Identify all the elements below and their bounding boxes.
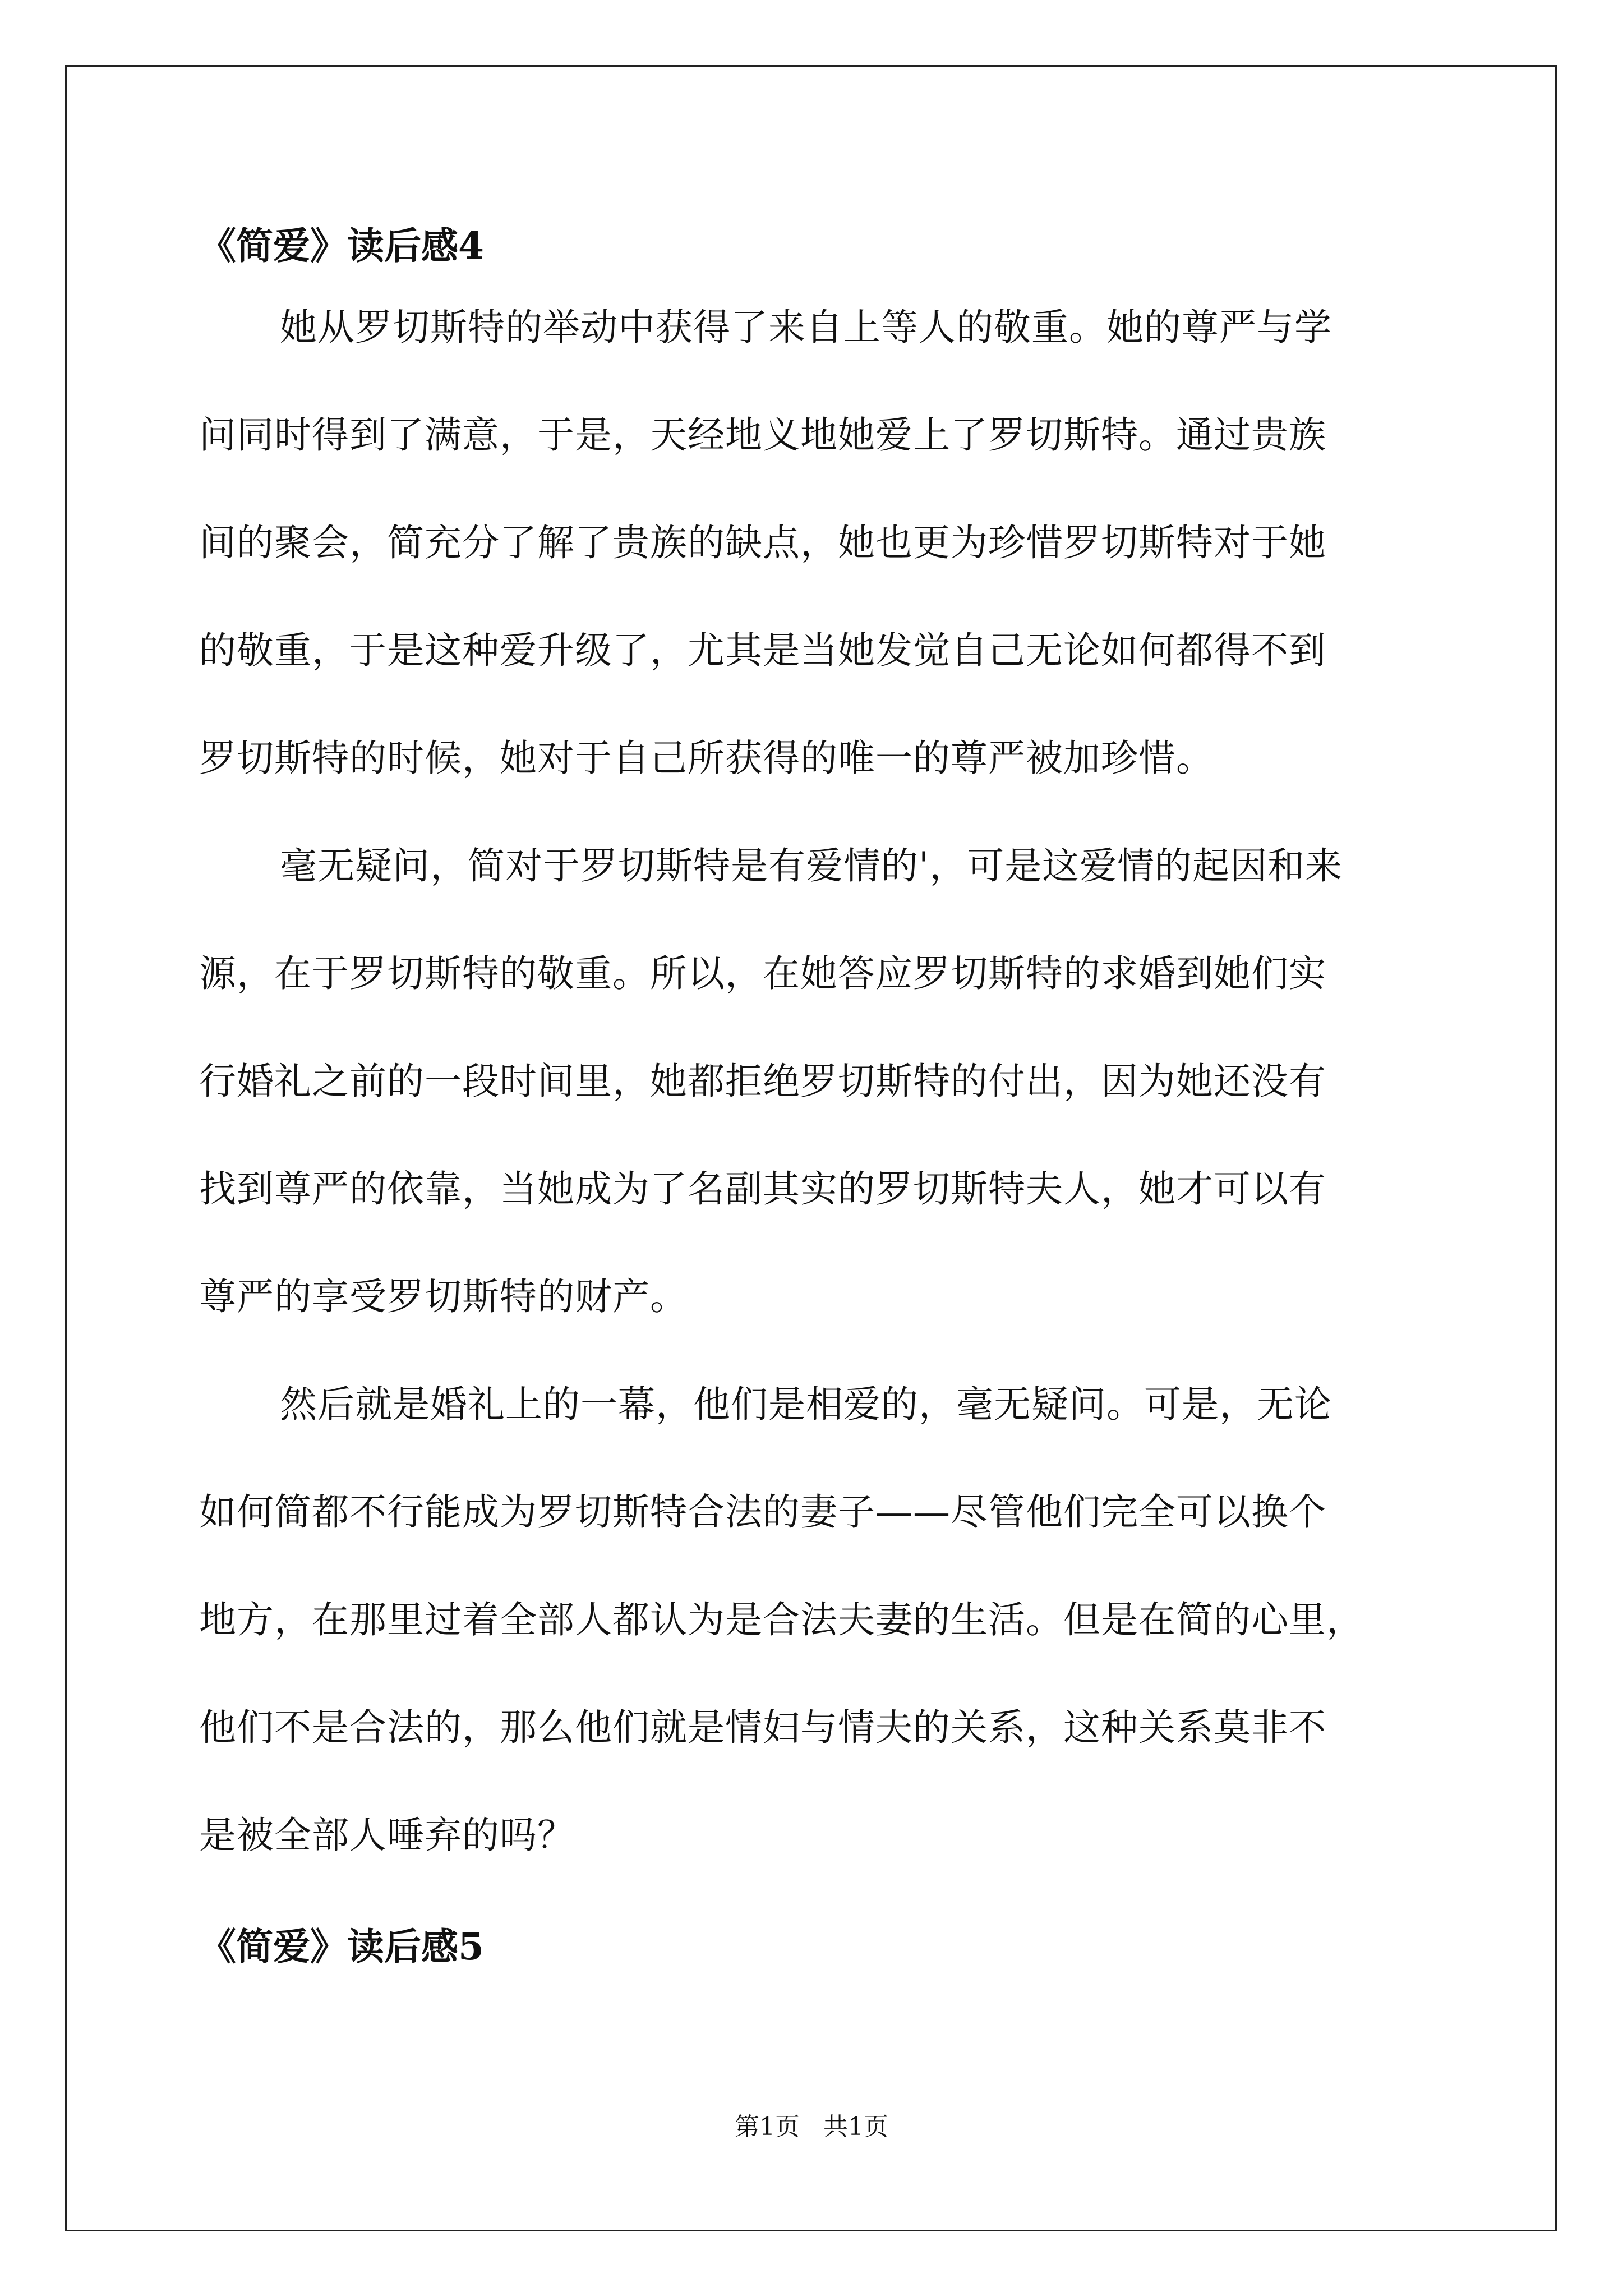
paragraph-line: 地方，在那里过着全部人都认为是合法夫妻的生活。但是在简的心里， [199,1598,1364,1641]
paragraph [199,1378,1433,1916]
paragraph [199,301,1433,839]
paragraph-line: 源，在于罗切斯特的敬重。所以，在她答应罗切斯特的求婚到她们实 [199,952,1326,995]
paragraph-line: 找到尊严的依靠，当她成为了名副其实的罗切斯特夫人，她才可以有 [199,1167,1326,1211]
section-heading: 《简爱》读后感4 [199,224,484,268]
paragraph-line: 如何简都不行能成为罗切斯特合法的妻子——尽管他们完全可以换个 [199,1490,1326,1534]
paragraph-line: 行婚礼之前的一段时间里，她都拒绝罗切斯特的付出，因为她还没有 [199,1060,1326,1103]
paragraph-line: 毫无疑问，简对于罗切斯特是有爱情的'，可是这爱情的起因和来 [280,844,1343,887]
page-number-footer: 第1页 共1页 [735,2113,888,2141]
section-heading: 《简爱》读后感5 [199,1925,484,1968]
paragraph-line: 他们不是合法的，那么他们就是情妇与情夫的关系，这种关系莫非不 [199,1706,1326,1749]
paragraph-line: 尊严的享受罗切斯特的财产。 [199,1275,688,1318]
paragraph-line: 的敬重，于是这种爱升级了，尤其是当她发觉自己无论如何都得不到 [199,629,1326,672]
paragraph-line: 是被全部人唾弃的吗？ [199,1814,575,1857]
paragraph-line: 然后就是婚礼上的一幕，他们是相爱的，毫无疑问。可是，无论 [280,1383,1332,1426]
paragraph-line: 她从罗切斯特的举动中获得了来自上等人的敬重。她的尊严与学 [280,306,1332,349]
paragraph [199,839,1433,1378]
paragraph-line: 问同时得到了满意，于是，天经地义地她爱上了罗切斯特。通过贵族 [199,413,1326,457]
paragraph-line: 罗切斯特的时候，她对于自己所获得的唯一的尊严被加珍惜。 [199,737,1214,780]
paragraph-line: 间的聚会，简充分了解了贵族的缺点，她也更为珍惜罗切斯特对于她 [199,521,1326,564]
